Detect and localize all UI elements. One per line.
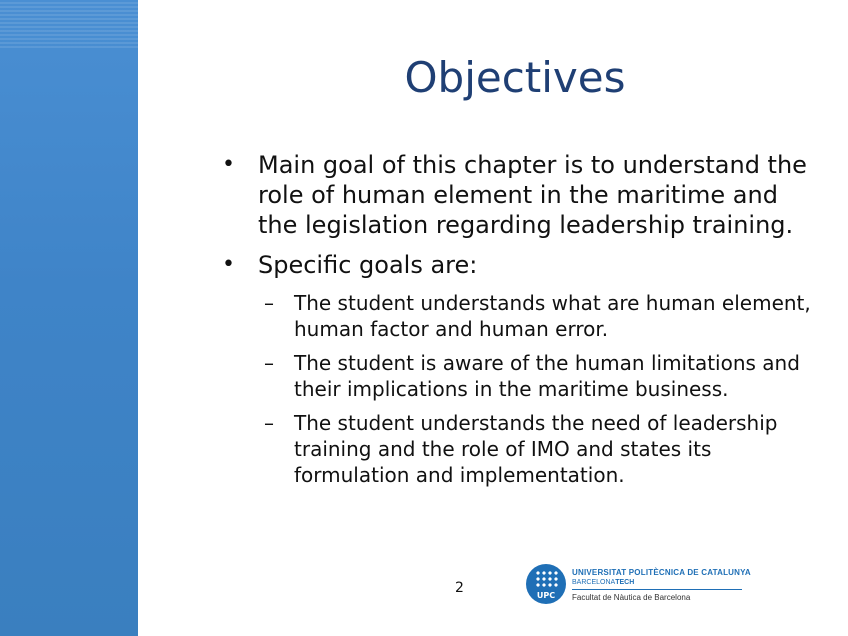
logo-abbr: UPC (536, 591, 556, 600)
logo-text (572, 568, 751, 602)
logo-dots (535, 570, 559, 588)
upc-logo-icon (526, 564, 566, 604)
page-number: 2 (455, 580, 464, 596)
logo-university: UNIVERSITAT POLITÈCNICA DE CATALUNYA (572, 568, 751, 577)
sub-bullet-item (264, 290, 822, 342)
logo-barcelonatech (572, 579, 751, 586)
sub-bullet-mark: – (264, 291, 274, 315)
bullet-item (222, 150, 822, 240)
logo-faculty: Facultat de Nàutica de Barcelona (572, 593, 691, 602)
logo-tech: TECH (615, 579, 635, 586)
sub-bullet-item (264, 410, 822, 488)
bullet-text: Specific goals are: (258, 251, 478, 279)
side-band-texture (0, 0, 138, 48)
sub-bullet-mark: – (264, 351, 274, 375)
bullet-mark: • (222, 252, 235, 277)
logo-barcelona: BARCELONA (572, 579, 616, 586)
side-band (0, 0, 138, 636)
bullet-text: Main goal of this chapter is to understand the role of human element in the maritime and the legislation regarding leadership training. (258, 151, 807, 239)
sub-bullet-list (264, 290, 822, 488)
sub-bullet-item (264, 350, 822, 402)
sub-bullet-mark: – (264, 411, 274, 435)
logo-divider (572, 589, 742, 590)
bullet-item (222, 250, 822, 280)
bullet-list (222, 150, 822, 496)
sub-bullet-text: The student understands what are human element, human factor and human error. (294, 291, 811, 341)
slide-title: Objectives (404, 53, 626, 102)
sub-bullet-text: The student is aware of the human limitations and their implications in the maritime business. (294, 351, 800, 401)
sub-bullet-text: The student understands the need of leadership training and the role of IMO and states its formulation and implementation. (294, 411, 778, 487)
bullet-mark: • (222, 152, 235, 177)
upc-logo (526, 564, 756, 612)
